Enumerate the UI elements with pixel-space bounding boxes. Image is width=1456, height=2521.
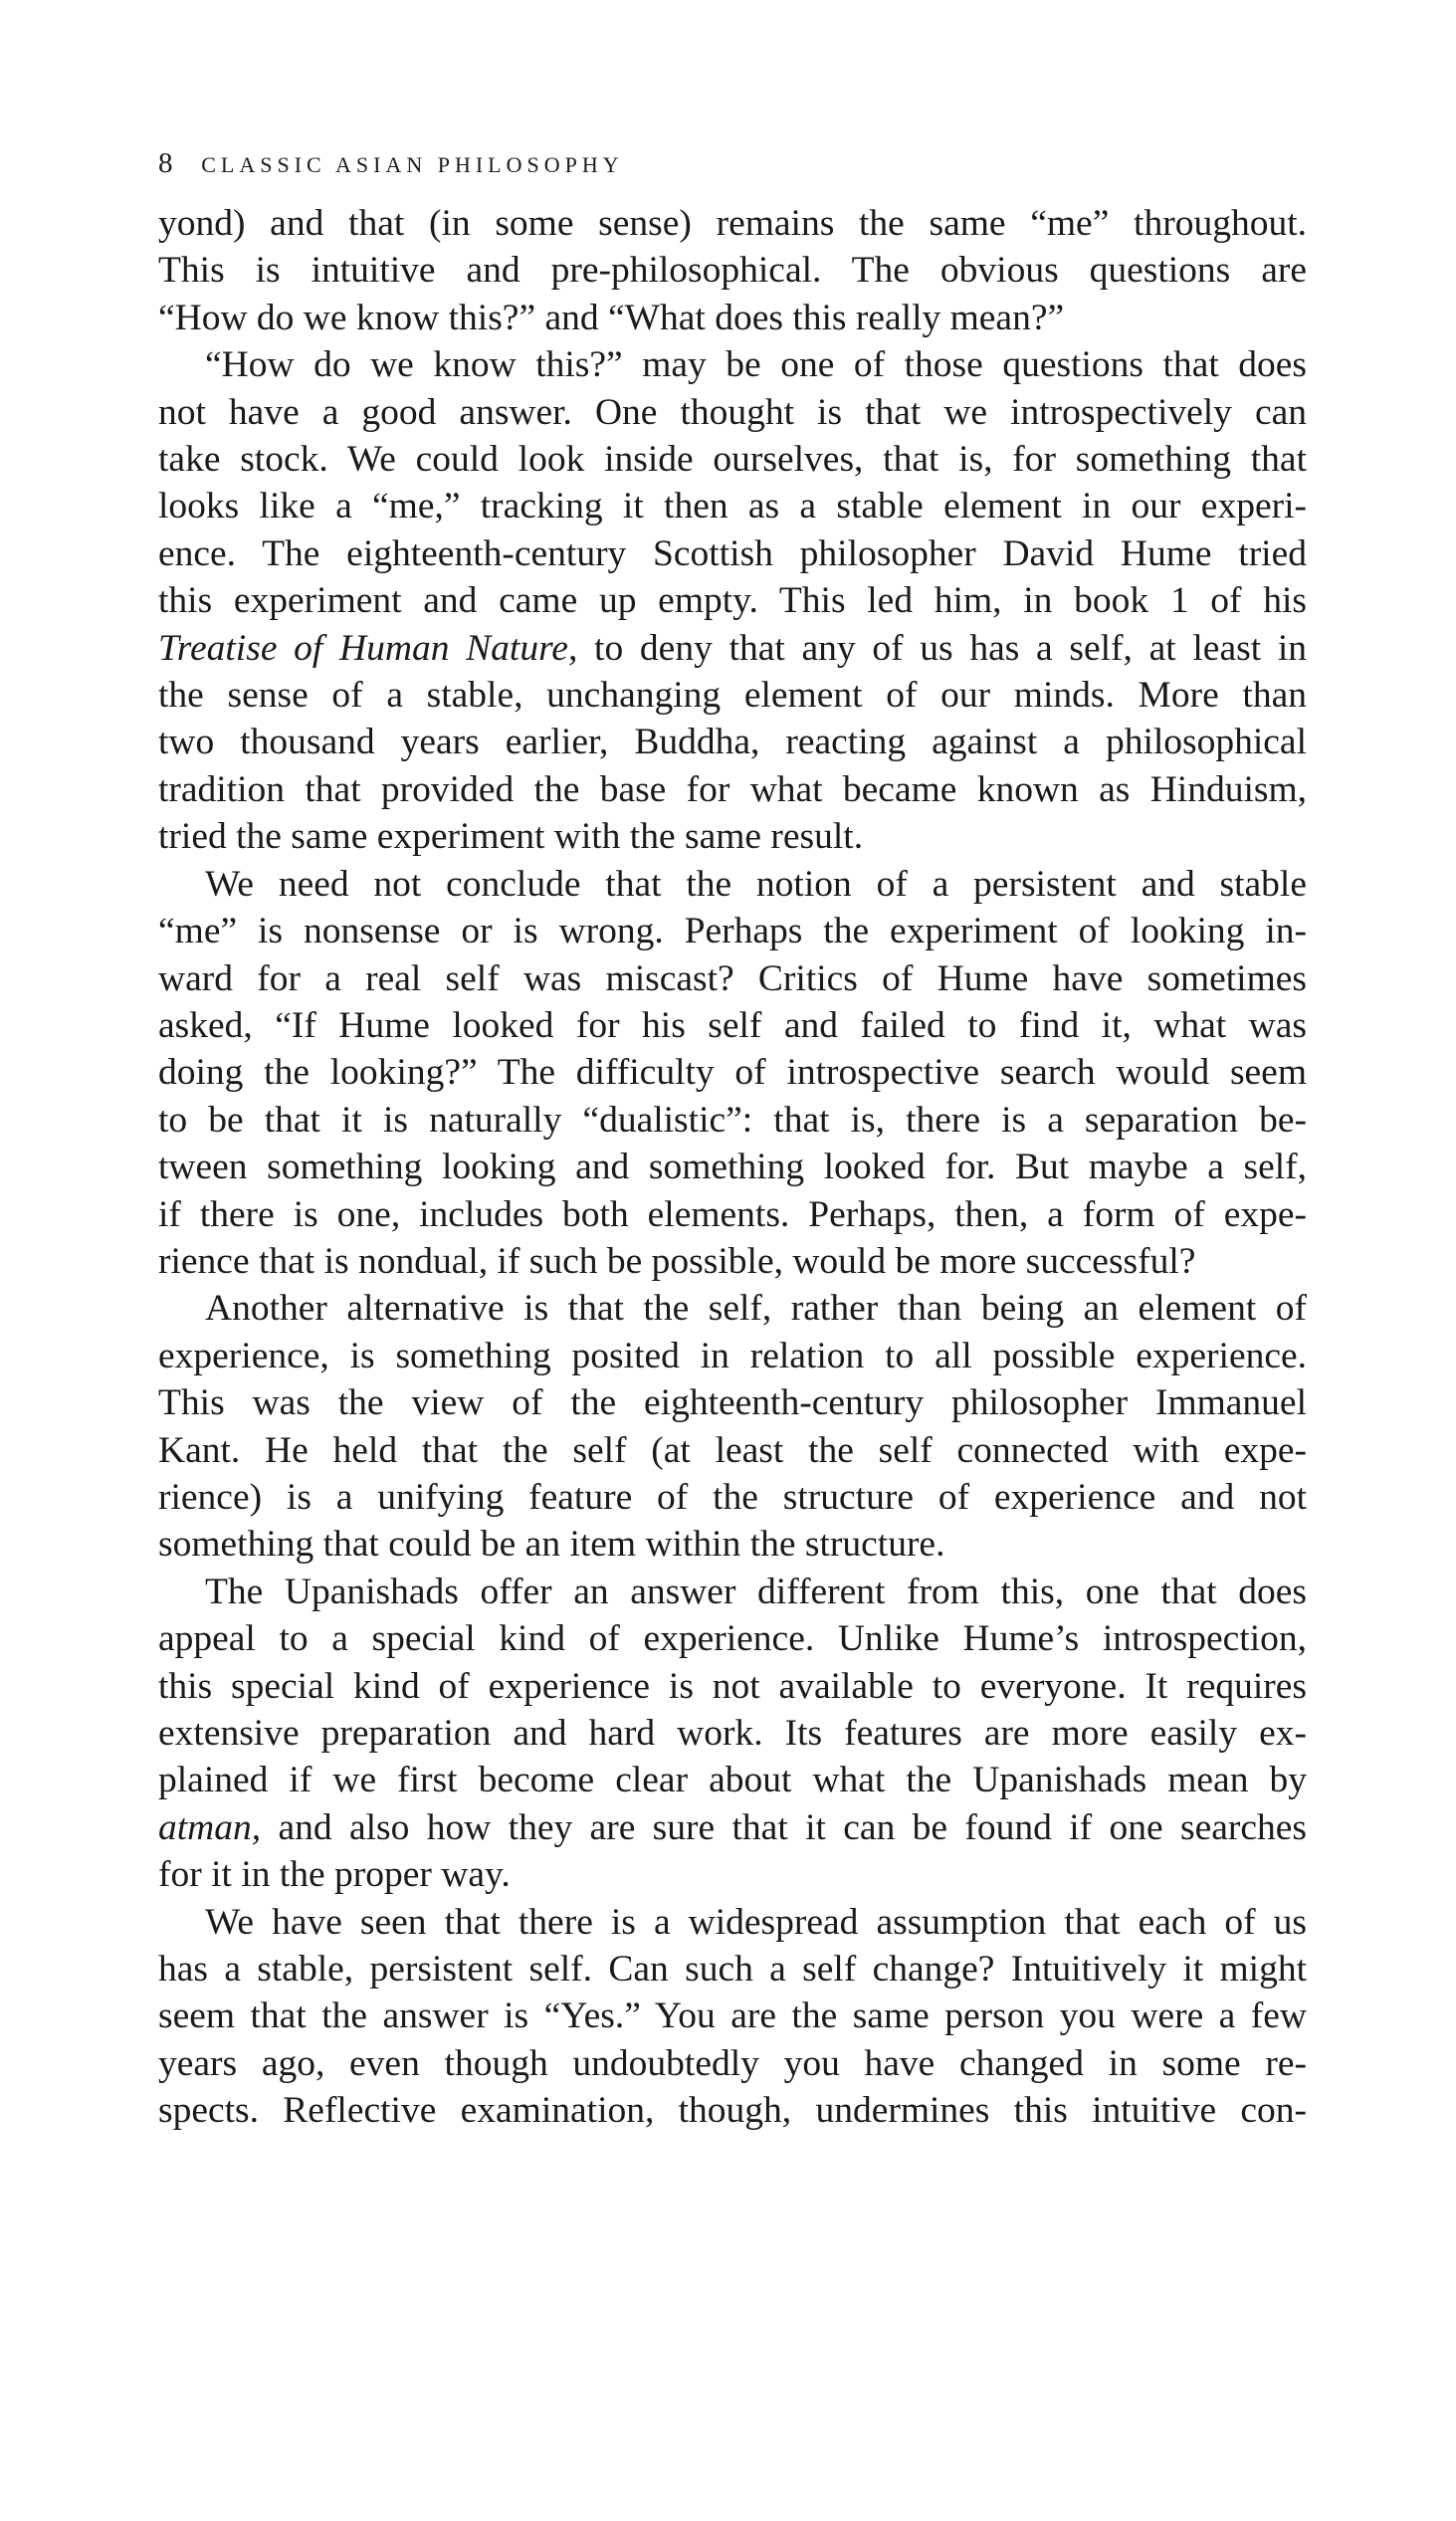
text-line: [158, 1285, 1307, 1332]
text-line: [158, 1663, 1307, 1710]
text-line: [158, 625, 1307, 672]
text-line: [158, 200, 1307, 247]
text-run: “How do we know this?” may be one of those questions that does: [205, 344, 1307, 386]
text-line: [158, 1993, 1307, 2039]
text-run: something that could be an item within the structure.: [158, 1524, 945, 1566]
text-line: [158, 719, 1307, 765]
text-line: [158, 2087, 1307, 2134]
text-line: [158, 1379, 1307, 1426]
text-line: [158, 1049, 1307, 1096]
running-header: [158, 147, 624, 180]
text-line: [158, 1002, 1307, 1049]
text-line: [158, 1710, 1307, 1757]
text-line: [158, 1757, 1307, 1803]
text-run: tradition that provided the base for what became known as Hinduism,: [158, 768, 1307, 810]
body-text: [158, 200, 1307, 2135]
text-line: [158, 341, 1307, 388]
italic-text: atman,: [158, 1806, 262, 1848]
running-title: CLASSIC ASIAN PHILOSOPHY: [201, 152, 624, 177]
text-run: doing the looking?” The difficulty of introspective search would seem: [158, 1052, 1307, 1094]
text-run: for it in the proper way.: [158, 1854, 511, 1896]
text-line: [158, 1474, 1307, 1521]
paragraph: [158, 341, 1307, 860]
text-line: [158, 1615, 1307, 1662]
text-line: [158, 766, 1307, 813]
text-line: [158, 672, 1307, 719]
text-run: Kant. He held that the self (at least the self connected with expe-: [158, 1429, 1307, 1471]
text-run: asked, “If Hume looked for his self and failed to find it, what was: [158, 1004, 1307, 1046]
text-run: tween something looking and something looked for. But maybe a self,: [158, 1147, 1307, 1188]
text-run: this special kind of experience is not available to everyone. It requires: [158, 1665, 1307, 1707]
text-run: years ago, even though undoubtedly you have changed in some re-: [158, 2042, 1307, 2084]
page-number: 8: [158, 147, 173, 179]
text-run: Another alternative is that the self, rather than being an element of: [205, 1288, 1307, 1330]
text-line: [158, 1191, 1307, 1238]
text-run: ward for a real self was miscast? Critics of Hume have sometimes: [158, 957, 1307, 999]
text-line: [158, 1946, 1307, 1993]
text-run: rience) is a unifying feature of the structure of experience and not: [158, 1476, 1307, 1518]
text-run: not have a good answer. One thought is that we introspectively can: [158, 391, 1307, 433]
text-line: [158, 389, 1307, 436]
text-run: looks like a “me,” tracking it then as a stable element in our experi-: [158, 486, 1307, 527]
paragraph: [158, 200, 1307, 341]
paragraph: [158, 861, 1307, 1286]
text-run: This was the view of the eighteenth-century philosopher Immanuel: [158, 1382, 1307, 1424]
text-run: seem that the answer is “Yes.” You are the same person you were a few: [158, 1996, 1307, 2037]
text-line: [158, 2040, 1307, 2087]
text-line: [158, 483, 1307, 529]
text-line: [158, 247, 1307, 294]
text-line: [158, 908, 1307, 954]
text-run: the sense of a stable, unchanging element of our minds. More than: [158, 675, 1307, 717]
text-run: We have seen that there is a widespread assumption that each of us: [205, 1901, 1307, 1943]
text-line: [158, 813, 1307, 860]
text-line: [158, 1521, 1307, 1568]
text-run: has a stable, persistent self. Can such a self change? Intuitively it might: [158, 1949, 1307, 1991]
text-run: This is intuitive and pre-philosophical. The obvious questions are: [158, 250, 1307, 292]
text-run: experience, is something posited in relation to all possible experience.: [158, 1335, 1307, 1376]
text-line: [158, 1333, 1307, 1379]
text-line: [158, 1851, 1307, 1898]
text-run: if there is one, includes both elements. Perhaps, then, a form of expe-: [158, 1193, 1307, 1235]
text-run: this experiment and came up empty. This led him, in book 1 of his: [158, 580, 1307, 622]
text-line: [158, 1569, 1307, 1615]
text-run: We need not conclude that the notion of a persistent and stable: [205, 863, 1307, 905]
text-run: The Upanishads offer an answer different from this, one that does: [205, 1571, 1307, 1612]
text-line: [158, 577, 1307, 624]
text-run: take stock. We could look inside ourselves, that is, for something that: [158, 439, 1307, 481]
text-run: to be that it is naturally “dualistic”: that is, there is a separation be-: [158, 1099, 1307, 1141]
text-run: two thousand years earlier, Buddha, reacting against a philosophical: [158, 722, 1307, 763]
text-run: rience that is nondual, if such be possible, would be more successful?: [158, 1240, 1196, 1282]
italic-text: Treatise of Human Nature,: [158, 627, 578, 669]
text-run: to deny that any of us has a self, at least in: [577, 627, 1307, 669]
text-run: spects. Reflective examination, though, undermines this intuitive con-: [158, 2090, 1307, 2132]
text-line: [158, 955, 1307, 1002]
text-run: “me” is nonsense or is wrong. Perhaps the experiment of looking in-: [158, 911, 1307, 952]
text-line: [158, 861, 1307, 908]
text-line: [158, 1804, 1307, 1851]
paragraph: [158, 1285, 1307, 1568]
text-line: [158, 1427, 1307, 1474]
paragraph: [158, 1899, 1307, 2135]
text-line: [158, 1238, 1307, 1285]
text-run: extensive preparation and hard work. Its features are more easily ex-: [158, 1713, 1307, 1754]
text-run: plained if we first become clear about what the Upanishads mean by: [158, 1760, 1307, 1801]
text-line: [158, 436, 1307, 483]
text-run: “How do we know this?” and “What does this really mean?”: [158, 297, 1065, 338]
text-line: [158, 295, 1307, 341]
text-line: [158, 1097, 1307, 1144]
text-line: [158, 1899, 1307, 1946]
paragraph: [158, 1569, 1307, 1899]
text-run: ence. The eighteenth-century Scottish philosopher David Hume tried: [158, 532, 1307, 574]
text-line: [158, 1144, 1307, 1190]
text-run: yond) and that (in some sense) remains the same “me” throughout.: [158, 203, 1307, 244]
text-run: and also how they are sure that it can be found if one searches: [261, 1806, 1307, 1848]
text-run: tried the same experiment with the same result.: [158, 816, 864, 858]
text-line: [158, 530, 1307, 577]
text-run: appeal to a special kind of experience. Unlike Hume’s introspection,: [158, 1618, 1307, 1660]
